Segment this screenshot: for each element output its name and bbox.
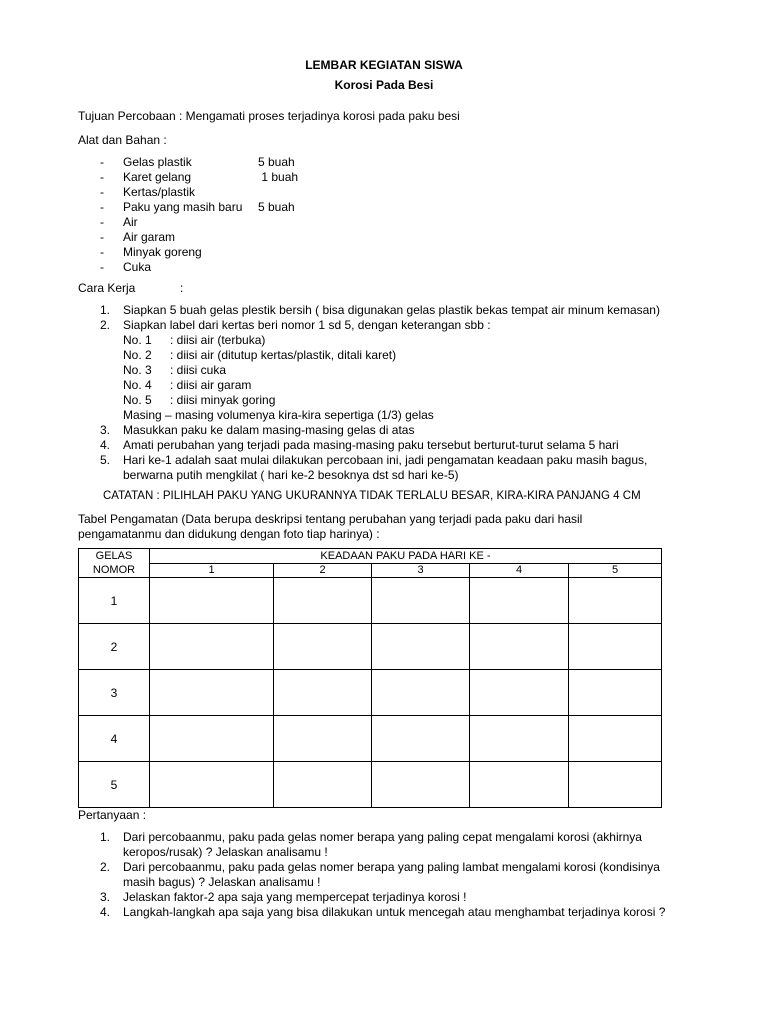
- material-name: Air: [123, 215, 138, 229]
- table-cell: [150, 670, 274, 716]
- bullet: -: [100, 245, 104, 259]
- bullet: -: [100, 230, 104, 244]
- header-nomor: NOMOR: [92, 564, 136, 576]
- question-list: [0, 830, 768, 925]
- header-keadaan: KEADAAN PAKU PADA HARI KE -: [150, 549, 662, 564]
- question-text-cont: masih bagus) ? Jelaskan analisamu !: [123, 875, 321, 889]
- alat-label: Alat dan Bahan :: [78, 133, 167, 147]
- header-day: 1: [150, 563, 274, 578]
- label-desc: : diisi air (terbuka): [170, 333, 266, 347]
- label-desc: : diisi air (ditutup kertas/plastik, ditali karet): [170, 348, 397, 362]
- material-qty: 1 buah: [258, 170, 299, 184]
- table-cell: [150, 716, 274, 762]
- table-cell: [372, 762, 470, 808]
- material-name: Karet gelang: [123, 170, 192, 184]
- table-cell: [150, 762, 274, 808]
- table-cell: [372, 578, 470, 624]
- table-cell: [470, 716, 569, 762]
- table-cell: [372, 670, 470, 716]
- header-day: 3: [372, 563, 470, 578]
- bullet: -: [100, 215, 104, 229]
- table-cell: [470, 578, 569, 624]
- label-number: No. 5: [123, 393, 152, 407]
- label-desc: : diisi cuka: [170, 363, 227, 377]
- observation-table: [78, 548, 662, 808]
- table-cell: [569, 716, 662, 762]
- question-text: Dari percobaanmu, paku pada gelas nomer berapa yang paling lambat mengalami korosi (kondisinya: [123, 860, 660, 874]
- table-cell: [150, 578, 274, 624]
- table-row: [79, 624, 662, 670]
- table-cell: [569, 762, 662, 808]
- question-number: 4.: [100, 905, 111, 919]
- label-number: No. 4: [123, 378, 152, 392]
- question-number: 1.: [100, 830, 111, 844]
- material-qty: 5 buah: [258, 200, 295, 214]
- row-label: 3: [79, 670, 150, 716]
- step-text: Siapkan 5 buah gelas plestik bersih ( bisa digunakan gelas plastik bekas tempat air minum kemasan): [123, 303, 660, 317]
- material-name: Gelas plastik: [123, 155, 192, 169]
- question-number: 3.: [100, 890, 111, 904]
- table-cell: [569, 670, 662, 716]
- table-row: [79, 578, 662, 624]
- table-cell: [274, 716, 372, 762]
- question-number: 2.: [100, 860, 111, 874]
- header-day: 2: [274, 563, 372, 578]
- cara-steps: [0, 303, 768, 483]
- label-number: No. 2: [123, 348, 152, 362]
- table-cell: [274, 578, 372, 624]
- row-label: 1: [79, 578, 150, 624]
- page-subtitle: Korosi Pada Besi: [334, 78, 434, 92]
- tujuan-section: [78, 109, 460, 124]
- table-cell: [470, 762, 569, 808]
- table-cell: [274, 762, 372, 808]
- header-day: 5: [569, 563, 662, 578]
- table-row: [79, 762, 662, 808]
- header-gelas: GELAS: [95, 550, 133, 562]
- step-number: 3.: [100, 423, 111, 437]
- material-name: Minyak goreng: [123, 245, 202, 259]
- question-text: Jelaskan faktor-2 apa saja yang mempercepat terjadinya korosi !: [123, 890, 467, 904]
- table-row: [79, 716, 662, 762]
- bullet: -: [100, 185, 104, 199]
- table-cell: [274, 670, 372, 716]
- table-cell: [274, 624, 372, 670]
- step-text: Siapkan label dari kertas beri nomor 1 sd 5, dengan keterangan sbb :: [123, 318, 491, 332]
- catatan-note: CATATAN : PILIHLAH PAKU YANG UKURANNYA TIDAK TERLALU BESAR, KIRA-KIRA PANJANG 4 CM: [103, 490, 641, 502]
- step-number: 5.: [100, 453, 111, 467]
- question-text-cont: keropos/rusak) ? Jelaskan analisamu !: [123, 845, 328, 859]
- header-day: 4: [470, 563, 569, 578]
- label-desc: : diisi air garam: [170, 378, 252, 392]
- step-text: berwarna putih mengkilat ( hari ke-2 besoknya dst sd hari ke-5): [123, 468, 459, 482]
- table-cell: [569, 578, 662, 624]
- table-intro-line-2: pengamatanmu dan didukung dengan foto tiap harinya) :: [78, 527, 380, 541]
- step-number: 4.: [100, 438, 111, 452]
- cara-label: Cara Kerja: [78, 281, 136, 295]
- pertanyaan-label: Pertanyaan :: [78, 808, 147, 822]
- step-number: 2.: [100, 318, 111, 332]
- step-text: Masukkan paku ke dalam masing-masing gelas di atas: [123, 423, 415, 437]
- label-desc: : diisi minyak goring: [170, 393, 276, 407]
- alat-list: [0, 155, 768, 277]
- material-name: Cuka: [123, 260, 152, 274]
- table-cell: [569, 624, 662, 670]
- question-text: Dari percobaanmu, paku pada gelas nomer berapa yang paling cepat mengalami korosi (akhirnya: [123, 830, 642, 844]
- row-label: 2: [79, 624, 150, 670]
- table-cell: [150, 624, 274, 670]
- label-number: No. 3: [123, 363, 152, 377]
- table-cell: [470, 624, 569, 670]
- page-title: LEMBAR KEGIATAN SISWA: [305, 58, 463, 72]
- bullet: -: [100, 200, 104, 214]
- cara-colon: :: [180, 281, 184, 295]
- bullet: -: [100, 155, 104, 169]
- material-qty: 5 buah: [258, 155, 295, 169]
- question-text: Langkah-langkah apa saja yang bisa dilakukan untuk mencegah atau menghambat terjadinya korosi ?: [123, 905, 666, 919]
- material-name: Paku yang masih baru: [123, 200, 243, 214]
- bullet: -: [100, 170, 104, 184]
- volume-note: Masing – masing volumenya kira-kira sepertiga (1/3) gelas: [123, 408, 434, 422]
- tujuan-text: Mengamati proses terjadinya korosi pada paku besi: [185, 109, 460, 123]
- tujuan-label: Tujuan Percobaan :: [78, 109, 183, 123]
- table-row: [79, 670, 662, 716]
- step-text: Amati perubahan yang terjadi pada masing-masing paku tersebut berturut-turut selama 5 hari: [123, 438, 619, 452]
- table-cell: [372, 716, 470, 762]
- bullet: -: [100, 260, 104, 274]
- material-name: Kertas/plastik: [123, 185, 196, 199]
- table-cell: [470, 670, 569, 716]
- step-text: Hari ke-1 adalah saat mulai dilakukan percobaan ini, jadi pengamatan keadaan paku masih bagus,: [123, 453, 648, 467]
- header-gelas-nomor: [79, 549, 150, 578]
- row-label: 5: [79, 762, 150, 808]
- row-label: 4: [79, 716, 150, 762]
- material-name: Air garam: [123, 230, 176, 244]
- label-number: No. 1: [123, 333, 152, 347]
- table-intro-line-1: Tabel Pengamatan (Data berupa deskripsi tentang perubahan yang terjadi pada paku dari hasil: [78, 512, 583, 526]
- table-cell: [372, 624, 470, 670]
- step-number: 1.: [100, 303, 111, 317]
